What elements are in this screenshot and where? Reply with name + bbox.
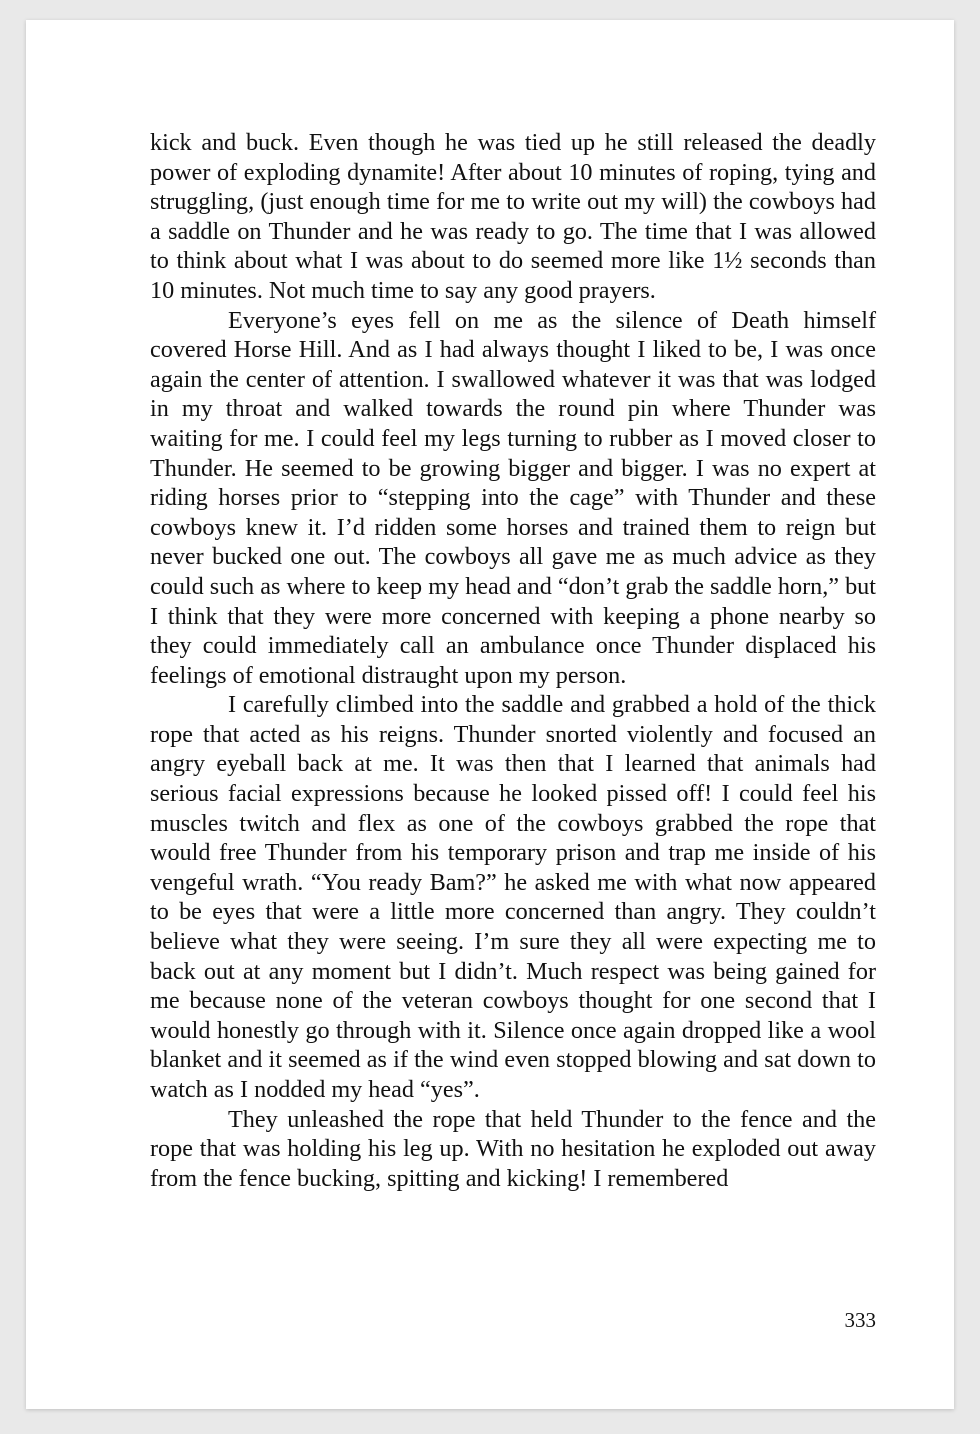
paragraph-3: I carefully climbed into the saddle and grabbed a hold of the thick rope that acted as his reigns. Thunder snorted violently and focused an angry eyeball back at me. It was then that I learned that animals had serious facial expressions because he looked pissed off! I could feel his muscles twitch and flex as one of the cowboys grabbed the rope that would free Thunder from his temporary prison and trap me inside of his vengeful wrath. “You ready Bam?” he asked me with what now appeared to be eyes that were a little more concerned than angry. They couldn’t believe what they were seeing. I’m sure they all were expecting me to back out at any moment but I didn’t. Much respect was being gained for me because none of the veteran cowboys thought for one second that I would honestly go through with it. Silence once again dropped like a wool blanket and it seemed as if the wind even stopped blowing and sat down to watch as I nodded my head “yes”. <box>150 691 876 1103</box>
document-page <box>26 20 954 1409</box>
page-number: 333 <box>844 1308 876 1332</box>
paragraph-2: Everyone’s eyes fell on me as the silence of Death himself covered Horse Hill. And as I had always thought I liked to be, I was once again the center of attention. I swallowed whatever it was that was lodged in my throat and walked towards the round pin where Thunder was waiting for me. I could feel my legs turning to rubber as I moved closer to Thunder. He seemed to be growing bigger and bigger. I was no expert at riding horses prior to “stepping into the cage” with Thunder and these cowboys knew it. I’d ridden some horses and trained them to reign but never bucked one out. The cowboys all gave me as much advice as they could such as where to keep my head and “don’t grab the saddle horn,” but I think that they were more concerned with keeping a phone nearby so they could immediately call an ambulance once Thunder displaced his feelings of emotional distraught upon my person. <box>150 306 876 689</box>
body-text <box>150 128 876 1193</box>
paragraph-1: kick and buck. Even though he was tied up he still released the deadly power of exploding dynamite! After about 10 minutes of roping, tying and struggling, (just enough time for me to write out my will) the cowboys had a saddle on Thunder and he was ready to go. The time that I was allowed to think about what I was about to do seemed more like 1½ seconds than 10 minutes. Not much time to say any good prayers. <box>150 129 876 304</box>
paragraph-4: They unleashed the rope that held Thunder to the fence and the rope that was holding his leg up. With no hesitation he exploded out away from the fence bucking, spitting and kicking! I remembered <box>150 1105 876 1192</box>
